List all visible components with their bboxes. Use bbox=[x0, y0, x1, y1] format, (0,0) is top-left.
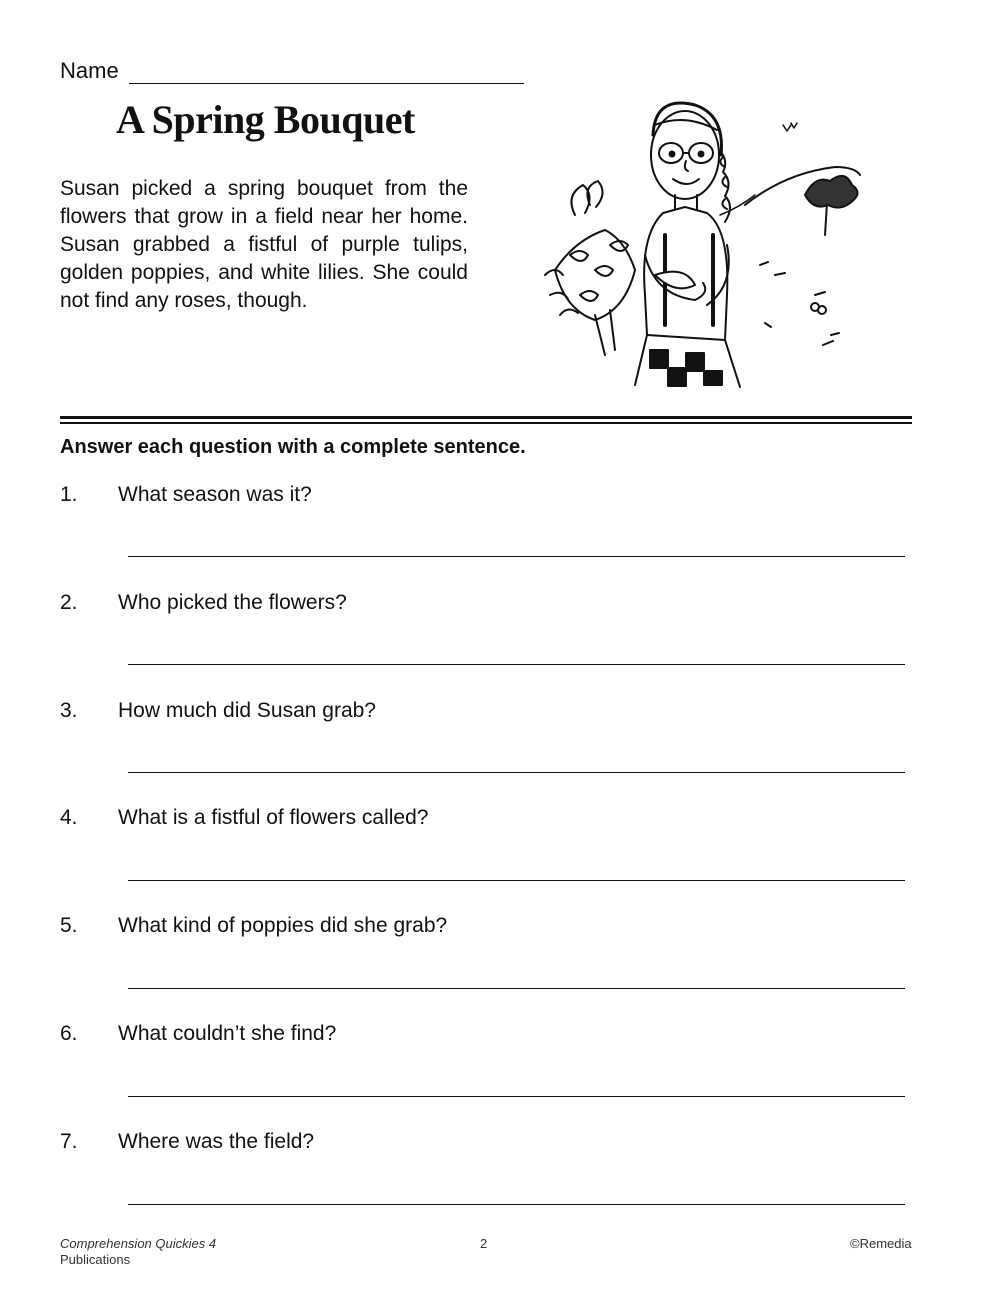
question-number: 4. bbox=[60, 806, 78, 829]
answer-line[interactable] bbox=[128, 880, 905, 881]
copyright: ©Remedia bbox=[850, 1236, 912, 1251]
question-number: 1. bbox=[60, 483, 78, 506]
name-blank-line[interactable] bbox=[129, 63, 524, 84]
question-number: 2. bbox=[60, 591, 78, 614]
name-label: Name bbox=[60, 58, 119, 83]
question-text: What couldn’t she find? bbox=[118, 1022, 337, 1045]
footer-book-title: Comprehension Quickies 4 bbox=[60, 1236, 217, 1251]
question-text: What is a fistful of flowers called? bbox=[118, 806, 429, 829]
question-text: What season was it? bbox=[118, 483, 312, 506]
instructions-heading: Answer each question with a complete sentence. bbox=[60, 436, 526, 458]
girl-with-flower-bouquet-illustration bbox=[535, 95, 865, 400]
question-number: 7. bbox=[60, 1130, 78, 1153]
question-text: What kind of poppies did she grab? bbox=[118, 914, 448, 937]
question-number: 6. bbox=[60, 1022, 78, 1045]
page-number: 2 bbox=[480, 1236, 488, 1251]
answer-line[interactable] bbox=[128, 1096, 905, 1097]
question-number: 5. bbox=[60, 914, 78, 937]
question-text: How much did Susan grab? bbox=[118, 699, 376, 722]
footer-book-info bbox=[60, 1236, 216, 1268]
question-text: Who picked the flowers? bbox=[118, 591, 347, 614]
answer-line[interactable] bbox=[128, 988, 905, 989]
page-title: A Spring Bouquet bbox=[116, 97, 415, 142]
answer-line[interactable] bbox=[128, 664, 905, 665]
name-field[interactable] bbox=[60, 58, 524, 84]
question-number: 3. bbox=[60, 699, 78, 722]
footer-book-subtitle: Publications bbox=[60, 1252, 131, 1267]
section-divider-top bbox=[60, 416, 912, 419]
answer-line[interactable] bbox=[128, 1204, 905, 1205]
question-text: Where was the field? bbox=[118, 1130, 315, 1153]
answer-line[interactable] bbox=[128, 556, 905, 557]
answer-line[interactable] bbox=[128, 772, 905, 773]
section-divider-bottom bbox=[60, 422, 912, 424]
story-paragraph: Susan picked a spring bouquet from the flowers that grow in a field near her home. Susan grabbed a fistful of purple tulips, golden poppies, and white lilies. She could not find any roses, though. bbox=[60, 177, 468, 312]
